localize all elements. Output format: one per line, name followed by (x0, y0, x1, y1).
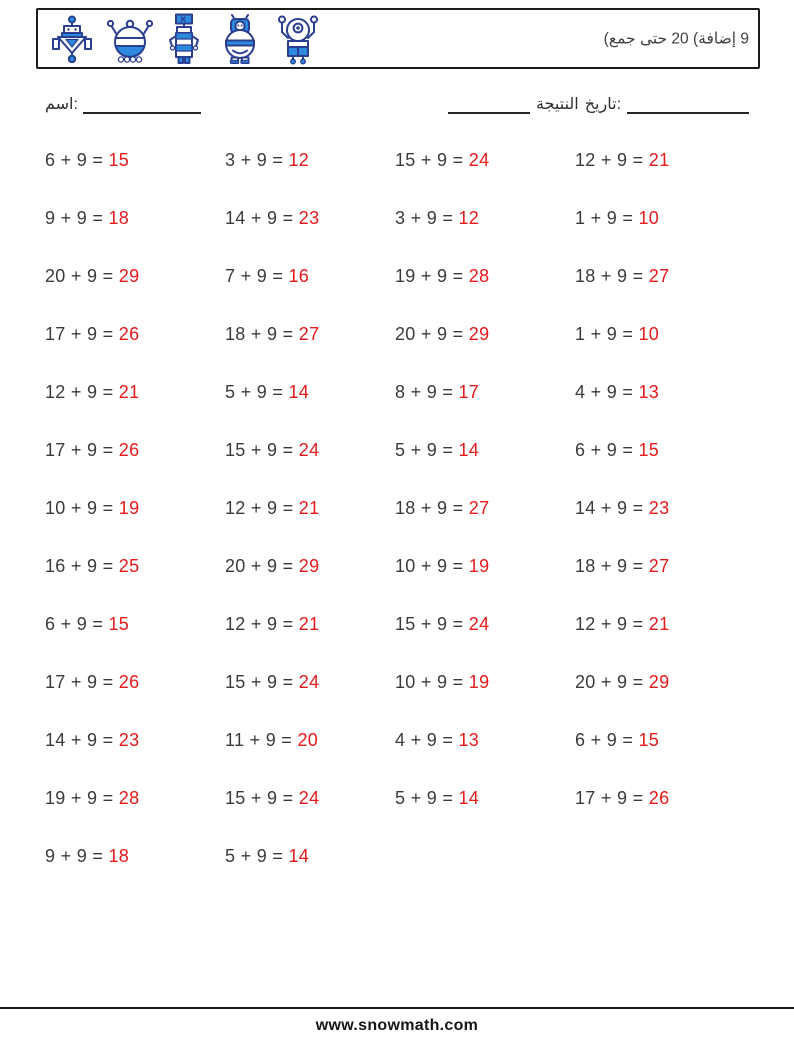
problem-expression: 16 + 9 = (45, 556, 119, 576)
problem-answer: 10 (638, 208, 660, 228)
problem (575, 322, 761, 346)
problem-answer: 20 (297, 730, 319, 750)
footer-divider (0, 1007, 794, 1009)
problems-grid (45, 148, 761, 902)
problem-expression: 12 + 9 = (575, 614, 649, 634)
problem-answer: 27 (648, 266, 670, 286)
problem-expression: 4 + 9 = (575, 382, 639, 402)
robot-ball-icon (104, 15, 156, 63)
problem-expression: 8 + 9 = (395, 382, 459, 402)
problem (225, 670, 395, 694)
problem-expression: 6 + 9 = (45, 614, 109, 634)
problem-answer: 14 (458, 440, 480, 460)
problem-expression: 12 + 9 = (225, 614, 299, 634)
problem-answer: 15 (638, 730, 660, 750)
problem-answer: 27 (468, 498, 490, 518)
problem (575, 728, 761, 752)
problem (395, 496, 575, 520)
problem-answer: 29 (118, 266, 140, 286)
worksheet-title: (⁧جمع⁩ ⁧حتى⁩ 20 (⁧إضافة⁩ 9 (603, 30, 749, 47)
problem (45, 206, 225, 230)
problem (225, 496, 395, 520)
problem-expression: 20 + 9 = (395, 324, 469, 344)
problem-answer: 24 (298, 672, 320, 692)
result-date-fields (448, 94, 749, 114)
name-field (45, 94, 201, 114)
problem (575, 438, 761, 462)
problem (45, 438, 225, 462)
problem (575, 264, 761, 288)
problem-answer: 23 (118, 730, 140, 750)
problem-expression: 10 + 9 = (395, 556, 469, 576)
problem-expression: 20 + 9 = (45, 266, 119, 286)
problem-expression: 15 + 9 = (395, 150, 469, 170)
problem (225, 438, 395, 462)
problem (575, 496, 761, 520)
problem (395, 728, 575, 752)
problem-expression: 17 + 9 = (575, 788, 649, 808)
problem-expression: 6 + 9 = (575, 440, 639, 460)
problem-expression: 14 + 9 = (45, 730, 119, 750)
problem-expression: 5 + 9 = (225, 846, 289, 866)
problem-answer: 21 (298, 614, 320, 634)
problem-expression: 14 + 9 = (575, 498, 649, 518)
problem-answer: 21 (648, 614, 670, 634)
problem (45, 844, 225, 868)
problem-answer: 26 (118, 324, 140, 344)
problem (395, 380, 575, 404)
problem-expression: 15 + 9 = (395, 614, 469, 634)
problem-answer: 14 (458, 788, 480, 808)
problem-answer: 19 (118, 498, 140, 518)
problem (225, 322, 395, 346)
problem (575, 612, 761, 636)
robot-icons-row (38, 10, 322, 67)
problem (225, 786, 395, 810)
problem-answer: 18 (108, 846, 130, 866)
problem-answer: 16 (288, 266, 310, 286)
problem (45, 148, 225, 172)
fields-row (0, 92, 794, 122)
problem-expression: 11 + 9 = (225, 730, 298, 750)
problem-expression: 5 + 9 = (395, 788, 459, 808)
problem-answer: 15 (108, 614, 130, 634)
problem (395, 554, 575, 578)
problem-answer: 12 (458, 208, 480, 228)
problem-expression: 12 + 9 = (45, 382, 119, 402)
problem-expression: 10 + 9 = (395, 672, 469, 692)
problem (395, 612, 575, 636)
problem-expression: 18 + 9 = (575, 266, 649, 286)
problem-answer: 24 (468, 614, 490, 634)
problem-expression: 20 + 9 = (225, 556, 299, 576)
problem-expression: 12 + 9 = (225, 498, 299, 518)
problem-expression: 15 + 9 = (225, 672, 299, 692)
problem-expression: 6 + 9 = (575, 730, 639, 750)
result-blank-line (448, 97, 530, 114)
problem-expression: 18 + 9 = (395, 498, 469, 518)
problem-answer: 26 (648, 788, 670, 808)
problem-expression: 19 + 9 = (45, 788, 119, 808)
problem-answer: 23 (298, 208, 320, 228)
problem-expression: 4 + 9 = (395, 730, 459, 750)
problem-answer: 28 (118, 788, 140, 808)
problem-expression: 17 + 9 = (45, 440, 119, 460)
problem-expression: 18 + 9 = (575, 556, 649, 576)
name-label: اسم: (45, 96, 78, 113)
robot-striped-icon (166, 13, 206, 65)
problem-answer: 26 (118, 440, 140, 460)
problem-answer: 24 (298, 788, 320, 808)
problem-expression: 15 + 9 = (225, 788, 299, 808)
problem-answer: 15 (108, 150, 130, 170)
problem-answer: 26 (118, 672, 140, 692)
problem (575, 148, 761, 172)
problem-answer: 29 (468, 324, 490, 344)
problem (575, 670, 761, 694)
problem-answer: 10 (638, 324, 660, 344)
problem-answer: 27 (648, 556, 670, 576)
problem-answer: 12 (288, 150, 310, 170)
problem-answer: 19 (468, 556, 490, 576)
problem-answer: 13 (638, 382, 660, 402)
problem (45, 264, 225, 288)
name-blank-line (83, 97, 201, 114)
problem (45, 612, 225, 636)
problem-answer: 21 (298, 498, 320, 518)
problem (225, 148, 395, 172)
problem-expression: 5 + 9 = (395, 440, 459, 460)
problem (575, 380, 761, 404)
problem (395, 438, 575, 462)
robot-cyclops-icon (274, 13, 322, 65)
problem-expression: 14 + 9 = (225, 208, 299, 228)
problem (45, 670, 225, 694)
problem (395, 206, 575, 230)
problem (225, 728, 395, 752)
problem (225, 612, 395, 636)
problem-answer: 24 (298, 440, 320, 460)
problem-expression: 3 + 9 = (395, 208, 459, 228)
footer-website: www.snowmath.com (315, 1017, 479, 1034)
problem-answer: 14 (288, 382, 310, 402)
problem (395, 786, 575, 810)
problem-answer: 29 (648, 672, 670, 692)
problem-answer: 17 (458, 382, 480, 402)
problem-answer: 18 (108, 208, 130, 228)
problem-answer: 19 (468, 672, 490, 692)
robot-round-icon (216, 14, 264, 64)
problem-expression: 18 + 9 = (225, 324, 299, 344)
date-label: تاريخ: (584, 96, 622, 113)
problem-answer: 25 (118, 556, 140, 576)
problem-answer: 13 (458, 730, 480, 750)
problem-expression: 6 + 9 = (45, 150, 109, 170)
problem (225, 264, 395, 288)
problem-expression: 17 + 9 = (45, 324, 119, 344)
problem (225, 844, 395, 868)
problem-expression: 1 + 9 = (575, 324, 639, 344)
problem (575, 206, 761, 230)
problem-answer: 28 (468, 266, 490, 286)
problem (45, 322, 225, 346)
problem (225, 380, 395, 404)
problem-expression: 5 + 9 = (225, 382, 289, 402)
problem (45, 728, 225, 752)
problem-expression: 9 + 9 = (45, 846, 109, 866)
problem-expression: 9 + 9 = (45, 208, 109, 228)
problem-answer: 15 (638, 440, 660, 460)
problem-expression: 10 + 9 = (45, 498, 119, 518)
result-label: النتيجة (536, 96, 579, 113)
problem-answer: 24 (468, 150, 490, 170)
problem-answer: 27 (298, 324, 320, 344)
problem (395, 148, 575, 172)
problem-expression: 20 + 9 = (575, 672, 649, 692)
problem-expression: 12 + 9 = (575, 150, 649, 170)
problem-answer: 21 (648, 150, 670, 170)
problem-expression: 3 + 9 = (225, 150, 289, 170)
problem (45, 496, 225, 520)
problem-expression: 17 + 9 = (45, 672, 119, 692)
problem (395, 322, 575, 346)
date-blank-line (627, 97, 749, 114)
problem-expression: 15 + 9 = (225, 440, 299, 460)
problem-expression: 19 + 9 = (395, 266, 469, 286)
problem (575, 554, 761, 578)
robot-antenna-triangle-icon (50, 15, 94, 63)
problem (225, 206, 395, 230)
problem-answer: 14 (288, 846, 310, 866)
problem (395, 670, 575, 694)
problem (395, 264, 575, 288)
problem (45, 380, 225, 404)
problem-answer: 23 (648, 498, 670, 518)
problem (575, 786, 761, 810)
problem (45, 786, 225, 810)
problem-answer: 29 (298, 556, 320, 576)
problem (45, 554, 225, 578)
problem-expression: 1 + 9 = (575, 208, 639, 228)
problem-answer: 21 (118, 382, 140, 402)
problem-expression: 7 + 9 = (225, 266, 289, 286)
header-box (36, 8, 760, 69)
problem (225, 554, 395, 578)
